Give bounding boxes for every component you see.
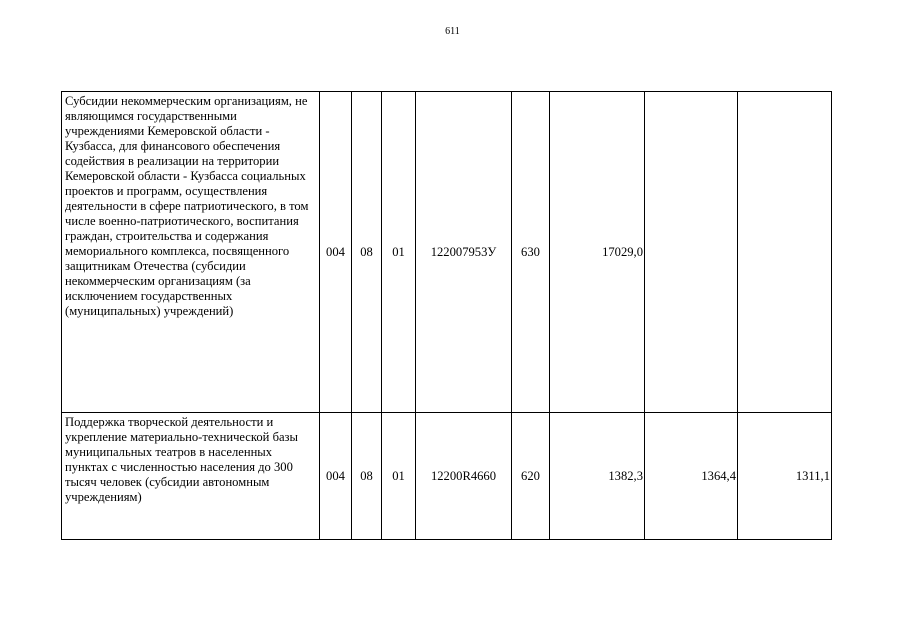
code1-cell: 004 xyxy=(320,92,352,413)
code3-cell: 01 xyxy=(382,92,416,413)
table-row xyxy=(62,413,832,540)
expense-type-cell: 630 xyxy=(512,92,550,413)
row-description: Субсидии некоммерческим организациям, не являющимся государственными учреждениями Кемеровской области - Кузбасса, для финансового обеспечения содействия в реализации на территории Кемеровской области - Кузбасса социальных проектов и программ, осуществления деятельности в сфере патриотического, в том числе военно-патриотического, воспитания граждан, строительства и содержания мемориального комплекса, посвященного защитникам Отечества (субсидии некоммерческим организациям (за исключением государственных (муниципальных) учреждений) xyxy=(65,94,309,318)
budget-table xyxy=(61,91,832,540)
row-description: Поддержка творческой деятельности и укрепление материально-технической базы муниципальных театров в населенных пунктах с численностью населения до 300 тысяч человек (субсидии автономным учреждениям) xyxy=(65,415,298,504)
row-description-cell xyxy=(62,413,320,540)
amount2-cell xyxy=(645,92,738,413)
expense-type-cell: 620 xyxy=(512,413,550,540)
table-row xyxy=(62,92,832,413)
amount3-cell: 1311,1 xyxy=(738,413,832,540)
target-article-cell: 12200R4660 xyxy=(416,413,512,540)
amount1-cell: 1382,3 xyxy=(550,413,645,540)
amount1-cell: 17029,0 xyxy=(550,92,645,413)
row-description-cell xyxy=(62,92,320,413)
amount2-cell: 1364,4 xyxy=(645,413,738,540)
code2-cell: 08 xyxy=(352,92,382,413)
code3-cell: 01 xyxy=(382,413,416,540)
page-number: 611 xyxy=(445,26,460,37)
amount3-cell xyxy=(738,92,832,413)
code1-cell: 004 xyxy=(320,413,352,540)
target-article-cell: 122007953У xyxy=(416,92,512,413)
code2-cell: 08 xyxy=(352,413,382,540)
